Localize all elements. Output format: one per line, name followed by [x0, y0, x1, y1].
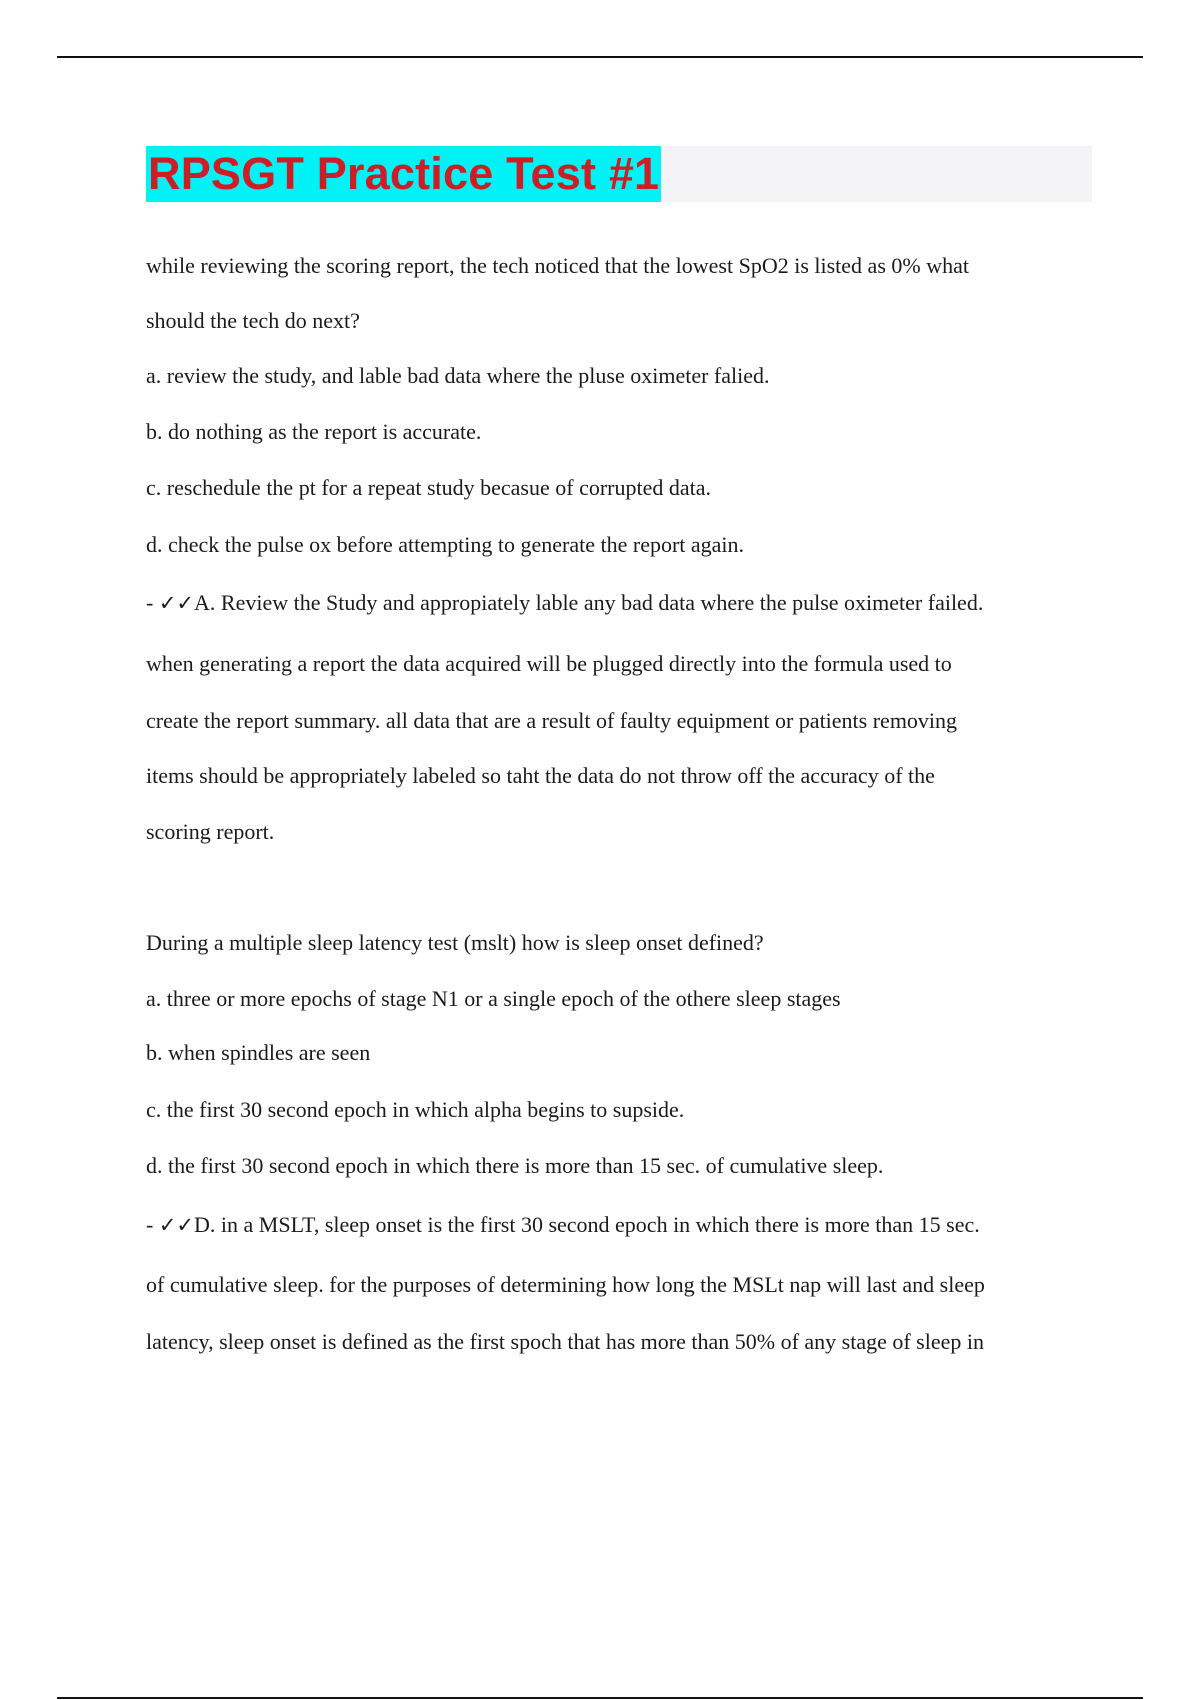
- option-b: b. when spindles are seen: [146, 1040, 371, 1065]
- title-highlight: [146, 146, 661, 202]
- question-text: while reviewing the scoring report, the tech noticed that the lowest SpO2 is listed as 0% what: [146, 253, 969, 278]
- option-a: a. three or more epochs of stage N1 or a single epoch of the othere sleep stages: [146, 986, 841, 1011]
- explanation-line: create the report summary. all data that are a result of faulty equipment or patients removing: [146, 708, 958, 733]
- bottom-rule: [57, 1697, 1143, 1699]
- explanation-line: scoring report.: [146, 819, 275, 844]
- option-c: c. the first 30 second epoch in which alpha begins to supside.: [146, 1097, 685, 1122]
- option-b: b. do nothing as the report is accurate.: [146, 419, 482, 444]
- answer-text: A. Review the Study and appropiately lable any bad data where the pulse oximeter failed.: [194, 590, 984, 615]
- page-title: RPSGT Practice Test #1: [148, 148, 660, 199]
- answer-prefix: -: [146, 1212, 159, 1237]
- question-text: should the tech do next?: [146, 308, 360, 333]
- explanation-line: when generating a report the data acquired will be plugged directly into the formula used to: [146, 651, 952, 676]
- option-c: c. reschedule the pt for a repeat study becasue of corrupted data.: [146, 475, 712, 500]
- answer-prefix: -: [146, 590, 159, 615]
- option-d: d. check the pulse ox before attempting to generate the report again.: [146, 532, 745, 557]
- top-rule: [57, 56, 1143, 58]
- answer-text: D. in a MSLT, sleep onset is the first 30 second epoch in which there is more than 15 sec.: [194, 1212, 980, 1237]
- checkmark-icon: ✓✓: [158, 591, 195, 615]
- option-a: a. review the study, and lable bad data where the pluse oximeter falied.: [146, 363, 770, 388]
- answer-line: [146, 1211, 980, 1239]
- explanation-line: latency, sleep onset is defined as the first spoch that has more than 50% of any stage of sleep in: [146, 1329, 984, 1354]
- explanation-line: items should be appropriately labeled so taht the data do not throw off the accuracy of the: [146, 763, 935, 788]
- checkmark-icon: ✓✓: [158, 1213, 195, 1237]
- question-text: During a multiple sleep latency test (mslt) how is sleep onset defined?: [146, 930, 764, 955]
- answer-line: [146, 589, 983, 617]
- option-d: d. the first 30 second epoch in which there is more than 15 sec. of cumulative sleep.: [146, 1153, 884, 1178]
- explanation-line: of cumulative sleep. for the purposes of determining how long the MSLt nap will last and sleep: [146, 1272, 985, 1297]
